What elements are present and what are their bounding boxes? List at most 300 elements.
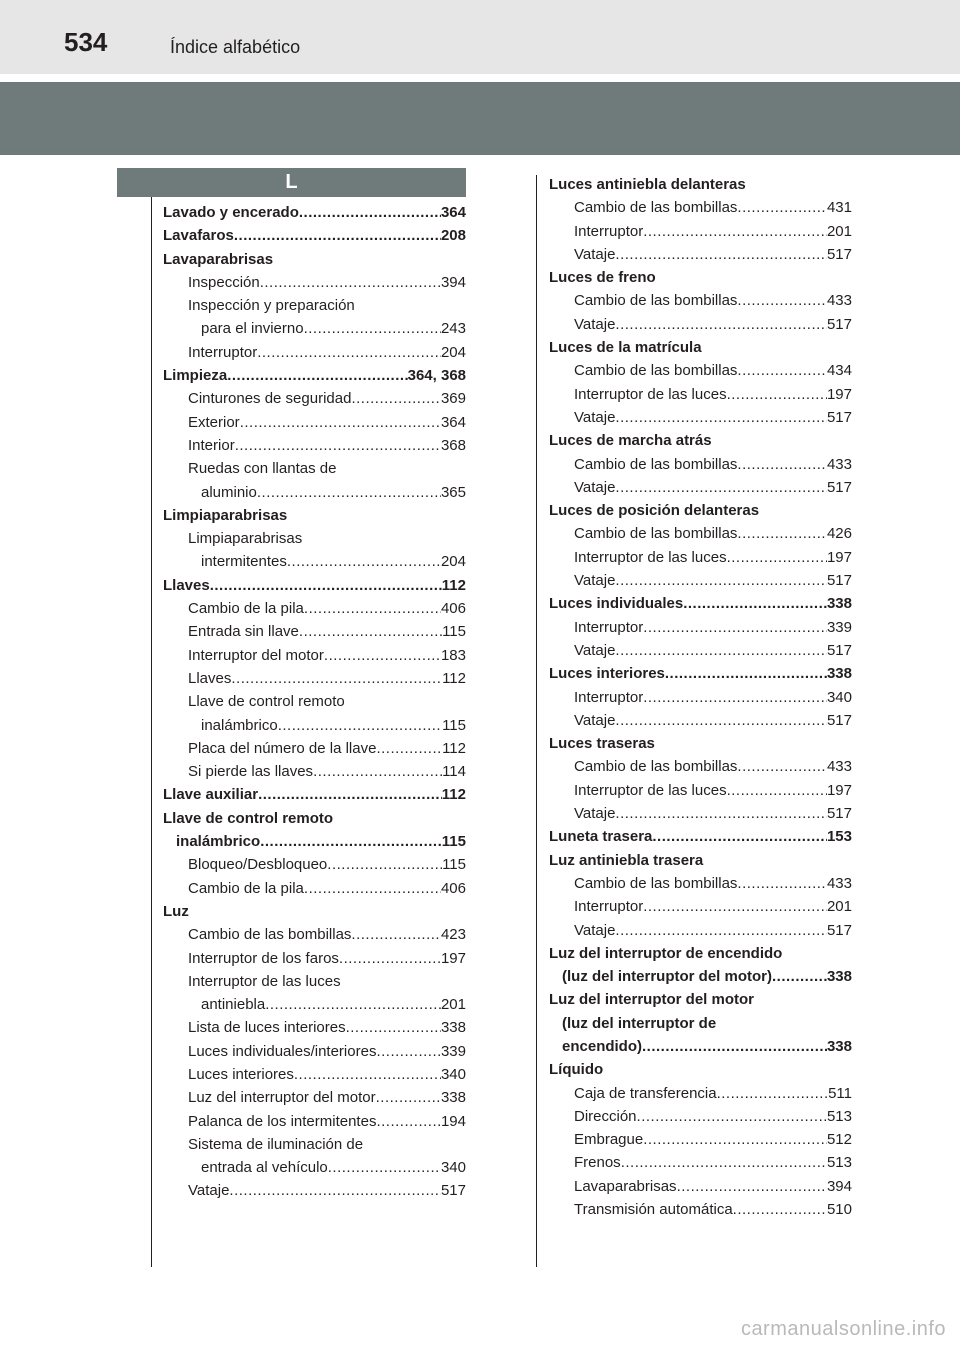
index-entry-text: Entrada sin llave xyxy=(188,623,299,641)
index-entry xyxy=(549,1128,852,1151)
index-entry-page: 339 xyxy=(826,618,852,636)
index-entry-page: 433 xyxy=(826,455,852,473)
index-entry-text: Caja de transferencia xyxy=(574,1084,717,1102)
index-entry-page: 517 xyxy=(440,1182,466,1200)
index-entry xyxy=(549,1035,852,1058)
index-entry-text: inalámbrico xyxy=(176,833,261,851)
dot-leader xyxy=(235,434,441,457)
index-entry-text: Llaves xyxy=(188,669,232,687)
index-entry-page: 112 xyxy=(441,576,466,594)
index-entry-text: entrada al vehículo xyxy=(201,1159,328,1177)
dot-leader xyxy=(615,313,827,336)
dot-leader xyxy=(727,779,827,802)
index-entry-text: Luz del interruptor del motor xyxy=(549,991,754,1009)
dot-leader xyxy=(231,667,442,690)
index-entry-text: Cambio de las bombillas xyxy=(188,926,352,944)
index-entry xyxy=(163,830,466,853)
dot-leader xyxy=(642,1035,827,1058)
index-entry xyxy=(549,313,852,336)
index-entry xyxy=(549,616,852,639)
index-entry xyxy=(549,1058,852,1081)
index-entry-page: 115 xyxy=(442,716,466,734)
index-entry-text: Vataje xyxy=(188,1182,230,1200)
index-entry-text: Vataje xyxy=(574,245,616,263)
index-entry-page: 183 xyxy=(440,646,466,664)
index-entry-text: Lista de luces interiores xyxy=(188,1019,346,1037)
index-entry xyxy=(549,1175,852,1198)
index-entry xyxy=(163,667,466,690)
index-entry xyxy=(549,988,852,1011)
index-entry-page: 394 xyxy=(440,273,466,291)
index-entry xyxy=(549,1198,852,1221)
index-entry-text: Vataje xyxy=(574,572,616,590)
index-entry-text: Luces de posición delanteras xyxy=(549,502,760,520)
index-entry-text: Palanca de los intermitentes xyxy=(188,1112,377,1130)
dot-leader xyxy=(229,1179,441,1202)
index-entry xyxy=(163,248,466,271)
index-entry xyxy=(549,895,852,918)
index-entry xyxy=(163,923,466,946)
index-entry-text: Cambio de las bombillas xyxy=(574,455,738,473)
index-entry-text: Luces individuales/interiores xyxy=(188,1042,377,1060)
index-entry-text: Vataje xyxy=(574,805,616,823)
dot-leader xyxy=(717,1082,828,1105)
index-entry-page: 406 xyxy=(440,879,466,897)
dot-leader xyxy=(615,919,827,942)
header-banner xyxy=(0,82,960,155)
index-entry xyxy=(549,499,852,522)
index-column-right xyxy=(549,173,852,1221)
index-entry-page: 194 xyxy=(440,1112,466,1130)
index-entry-page: 426 xyxy=(826,525,852,543)
index-entry-text: Líquido xyxy=(549,1061,604,1079)
index-entry-text: Interruptor del motor xyxy=(188,646,324,664)
index-entry-page: 517 xyxy=(826,315,852,333)
index-entry xyxy=(549,1151,852,1174)
dot-leader xyxy=(665,662,827,685)
index-entry xyxy=(549,755,852,778)
index-entry-text: Vataje xyxy=(574,408,616,426)
dot-leader xyxy=(621,1151,827,1174)
index-entry-text: Transmisión automática xyxy=(574,1201,733,1219)
index-entry-text: encendido) xyxy=(562,1037,643,1055)
index-entry-text: Interruptor de las luces xyxy=(574,385,727,403)
index-entry-text: Lavaparabrisas xyxy=(574,1177,677,1195)
index-entry-text: Luces interiores xyxy=(188,1065,294,1083)
index-entry xyxy=(163,970,466,993)
index-entry-page: 197 xyxy=(440,949,466,967)
index-entry-text: aluminio xyxy=(201,483,257,501)
index-entry-page: 338 xyxy=(826,595,852,613)
dot-leader xyxy=(324,644,441,667)
index-entry xyxy=(163,737,466,760)
index-entry-text: (luz del interruptor de xyxy=(562,1014,717,1032)
index-entry xyxy=(549,965,852,988)
dot-leader xyxy=(643,616,827,639)
index-entry xyxy=(549,1012,852,1035)
dot-leader xyxy=(376,1040,441,1063)
index-entry xyxy=(549,336,852,359)
index-entry-text: Exterior xyxy=(188,413,240,431)
index-entry xyxy=(549,592,852,615)
index-entry-page: 368 xyxy=(440,436,466,454)
page-header xyxy=(0,0,960,74)
dot-leader xyxy=(677,1175,827,1198)
dot-leader xyxy=(615,476,827,499)
index-entry-page: 208 xyxy=(440,227,466,245)
index-entry xyxy=(163,877,466,900)
index-entry-page: 197 xyxy=(826,548,852,566)
index-entry-text: Interruptor xyxy=(188,343,258,361)
index-entry-text: Interior xyxy=(188,436,235,454)
index-entry-page: 510 xyxy=(826,1201,852,1219)
index-entry xyxy=(163,714,466,737)
dot-leader xyxy=(615,709,827,732)
dot-leader xyxy=(294,1063,441,1086)
index-entry xyxy=(163,1156,466,1179)
dot-leader xyxy=(615,639,827,662)
dot-leader xyxy=(346,1016,441,1039)
index-entry-page: 423 xyxy=(440,926,466,944)
index-entry xyxy=(163,853,466,876)
index-entry-text: Vataje xyxy=(574,921,616,939)
index-entry-text: Lavaparabrisas xyxy=(163,250,274,268)
index-entry xyxy=(163,1086,466,1109)
index-entry-page: 517 xyxy=(826,408,852,426)
index-entry-text: Vataje xyxy=(574,315,616,333)
dot-leader xyxy=(257,341,441,364)
index-entry xyxy=(549,686,852,709)
index-entry-page: 153 xyxy=(826,828,852,846)
index-entry-page: 364 xyxy=(440,413,466,431)
index-entry-text: Cambio de las bombillas xyxy=(574,525,738,543)
dot-leader xyxy=(727,546,827,569)
index-entry xyxy=(549,406,852,429)
dot-leader xyxy=(615,569,827,592)
index-entry-text: Llave auxiliar xyxy=(163,786,259,804)
index-entry-text: Interruptor xyxy=(574,688,644,706)
dot-leader xyxy=(351,923,441,946)
index-entry-page: 201 xyxy=(826,222,852,240)
dot-leader xyxy=(615,802,827,825)
index-entry xyxy=(549,173,852,196)
index-entry xyxy=(163,224,466,247)
dot-leader xyxy=(737,872,827,895)
index-entry-page: 338 xyxy=(440,1019,466,1037)
index-entry-text: Luces antiniebla delanteras xyxy=(549,176,746,193)
index-entry-page: 197 xyxy=(826,781,852,799)
index-entry-text: antiniebla xyxy=(201,996,266,1014)
index-entry xyxy=(163,364,466,387)
dot-leader xyxy=(376,1086,441,1109)
index-entry-page: 340 xyxy=(826,688,852,706)
index-entry xyxy=(163,387,466,410)
index-entry-page: 433 xyxy=(826,874,852,892)
index-entry xyxy=(163,783,466,806)
index-entry xyxy=(549,1082,852,1105)
index-entry-text: Interruptor xyxy=(574,898,644,916)
index-entry-page: 517 xyxy=(826,641,852,659)
index-entry-text: Cambio de las bombillas xyxy=(574,199,738,217)
index-entry-text: Vataje xyxy=(574,641,616,659)
dot-leader xyxy=(265,993,441,1016)
index-entry-text: Llaves xyxy=(163,576,210,594)
index-entry-text: Luneta trasera xyxy=(549,828,653,846)
dot-leader xyxy=(299,620,442,643)
index-entry-text: Luces de la matrícula xyxy=(549,339,702,357)
index-entry xyxy=(549,802,852,825)
index-entry-text: Luces de freno xyxy=(549,269,656,287)
index-entry xyxy=(163,457,466,480)
index-entry xyxy=(163,294,466,317)
index-entry-text: Luz xyxy=(163,902,189,920)
section-title: Índice alfabético xyxy=(170,37,301,57)
index-entry-page: 433 xyxy=(826,758,852,776)
index-entry-page: 201 xyxy=(826,898,852,916)
dot-leader xyxy=(737,755,827,778)
index-entry-text: Luces individuales xyxy=(549,595,684,613)
dot-leader xyxy=(260,271,441,294)
index-entry xyxy=(163,644,466,667)
index-entry-text: Llave de control remoto xyxy=(163,809,334,827)
index-entry-text: Cambio de la pila xyxy=(188,879,304,897)
index-entry xyxy=(163,550,466,573)
dot-leader xyxy=(637,1105,827,1128)
dot-leader xyxy=(339,947,441,970)
dot-leader xyxy=(260,830,442,853)
dot-leader xyxy=(643,686,827,709)
column-divider-left xyxy=(151,197,152,1267)
dot-leader xyxy=(643,1128,827,1151)
dot-leader xyxy=(327,853,442,876)
index-entry xyxy=(163,574,466,597)
index-entry xyxy=(549,919,852,942)
dot-leader xyxy=(234,224,441,247)
page-number: 534 xyxy=(64,27,108,57)
index-entry xyxy=(549,709,852,732)
index-entry-page: 115 xyxy=(441,833,466,851)
dot-leader xyxy=(727,383,827,406)
index-entry-text: Interruptor de las luces xyxy=(574,781,727,799)
index-entry-page: 431 xyxy=(826,199,852,217)
index-entry-text: Interruptor de las luces xyxy=(574,548,727,566)
index-entry xyxy=(163,807,466,830)
index-entry-page: 517 xyxy=(826,572,852,590)
dot-leader xyxy=(257,481,441,504)
index-entry xyxy=(549,220,852,243)
index-entry-text: Embrague xyxy=(574,1131,644,1149)
index-entry-text: Interruptor xyxy=(574,618,644,636)
index-entry-text: Limpiaparabrisas xyxy=(163,506,288,524)
dot-leader xyxy=(737,453,827,476)
index-entry-page: 517 xyxy=(826,711,852,729)
index-entry xyxy=(163,900,466,923)
index-entry xyxy=(163,504,466,527)
index-entry xyxy=(163,434,466,457)
index-entry-text: Si pierde las llaves xyxy=(188,763,314,781)
index-entry xyxy=(163,947,466,970)
index-entry xyxy=(549,639,852,662)
dot-leader xyxy=(278,714,442,737)
index-entry-page: 517 xyxy=(826,921,852,939)
index-entry xyxy=(163,411,466,434)
index-entry-text: Luz del interruptor del motor xyxy=(188,1089,376,1107)
index-entry-page: 517 xyxy=(826,245,852,263)
index-entry-page: 433 xyxy=(826,292,852,310)
index-entry-page: 338 xyxy=(826,665,852,683)
index-entry xyxy=(549,1105,852,1128)
index-entry-page: 394 xyxy=(826,1177,852,1195)
index-column-left xyxy=(163,201,466,1203)
index-entry-text: Cambio de las bombillas xyxy=(574,292,738,310)
index-entry-text: Luces interiores xyxy=(549,665,665,683)
index-entry xyxy=(163,201,466,224)
index-entry-text: Cambio de las bombillas xyxy=(574,874,738,892)
index-entry-page: 340 xyxy=(440,1159,466,1177)
index-entry xyxy=(163,597,466,620)
index-entry xyxy=(549,849,852,872)
index-entry xyxy=(549,359,852,382)
index-entry-page: 517 xyxy=(826,478,852,496)
index-entry-text: Cambio de las bombillas xyxy=(574,758,738,776)
dot-leader xyxy=(615,406,827,429)
index-entry xyxy=(163,1016,466,1039)
index-entry-page: 197 xyxy=(826,385,852,403)
index-entry-text: Sistema de iluminación de xyxy=(188,1135,364,1153)
index-letter-heading: L xyxy=(117,168,466,197)
index-entry-text: Cambio de las bombillas xyxy=(574,362,738,380)
index-entry xyxy=(549,825,852,848)
index-entry-page: 115 xyxy=(442,623,466,641)
index-entry-text: Luz del interruptor de encendido xyxy=(549,944,783,962)
index-entry xyxy=(549,942,852,965)
dot-leader xyxy=(737,522,827,545)
dot-leader xyxy=(737,289,827,312)
index-entry-page: 511 xyxy=(828,1084,852,1102)
dot-leader xyxy=(304,877,441,900)
dot-leader xyxy=(328,1156,441,1179)
index-entry-text: Limpiaparabrisas xyxy=(188,530,303,548)
dot-leader xyxy=(643,895,827,918)
dot-leader xyxy=(376,1110,441,1133)
dot-leader xyxy=(240,411,441,434)
index-entry-text: Limpieza xyxy=(163,367,228,385)
index-entry-text: para el invierno xyxy=(201,320,304,338)
index-entry xyxy=(549,476,852,499)
index-entry-page: 364 xyxy=(440,204,466,221)
index-entry-page: 201 xyxy=(440,996,466,1014)
dot-leader xyxy=(737,196,827,219)
dot-leader xyxy=(615,243,827,266)
index-entry-text: Luces traseras xyxy=(549,735,655,753)
index-entry xyxy=(163,1133,466,1156)
dot-leader xyxy=(733,1198,827,1221)
index-entry-text: Interruptor de los faros xyxy=(188,949,339,967)
index-entry-page: 406 xyxy=(440,600,466,618)
index-entry-page: 434 xyxy=(826,362,852,380)
dot-leader xyxy=(210,574,442,597)
index-entry-page: 338 xyxy=(826,1037,852,1055)
index-entry-page: 112 xyxy=(442,669,466,687)
index-entry-page: 112 xyxy=(442,739,466,757)
index-entry-text: Cambio de la pila xyxy=(188,600,304,618)
index-entry-page: 369 xyxy=(440,390,466,408)
index-entry xyxy=(163,993,466,1016)
index-entry-text: Cinturones de seguridad xyxy=(188,390,352,408)
index-entry xyxy=(549,872,852,895)
index-entry xyxy=(549,779,852,802)
index-entry xyxy=(549,196,852,219)
index-entry xyxy=(549,266,852,289)
index-entry-text: Vataje xyxy=(574,478,616,496)
index-entry xyxy=(163,760,466,783)
index-entry xyxy=(163,271,466,294)
watermark: carmanualsonline.info xyxy=(740,1318,946,1340)
index-entry xyxy=(163,527,466,550)
index-entry-page: 114 xyxy=(442,763,466,781)
index-entry-page: 338 xyxy=(440,1089,466,1107)
index-entry-text: Dirección xyxy=(574,1107,637,1125)
index-entry-page: 204 xyxy=(440,343,466,361)
index-entry-text: Luces de marcha atrás xyxy=(549,432,712,450)
index-entry-page: 243 xyxy=(440,320,466,338)
dot-leader xyxy=(299,201,441,224)
index-entry xyxy=(163,1040,466,1063)
index-entry-text: Lavado y encerado xyxy=(163,204,299,221)
index-entry-page: 338 xyxy=(826,968,852,986)
index-entry xyxy=(549,732,852,755)
index-entry xyxy=(163,1179,466,1202)
index-entry xyxy=(549,383,852,406)
index-entry xyxy=(549,546,852,569)
index-entry-page: 339 xyxy=(440,1042,466,1060)
index-entry xyxy=(549,243,852,266)
dot-leader xyxy=(376,737,442,760)
index-entry-page: 112 xyxy=(441,786,466,804)
column-divider-middle xyxy=(536,175,537,1267)
index-entry-text: Bloqueo/Desbloqueo xyxy=(188,856,328,874)
index-entry xyxy=(163,317,466,340)
index-entry-page: 513 xyxy=(826,1107,852,1125)
dot-leader xyxy=(227,364,407,387)
index-entry-text: Frenos xyxy=(574,1154,621,1172)
index-entry-page: 513 xyxy=(826,1154,852,1172)
index-entry-text: Ruedas con llantas de xyxy=(188,460,337,478)
index-entry-page: 512 xyxy=(826,1131,852,1149)
index-entry xyxy=(549,289,852,312)
dot-leader xyxy=(351,387,441,410)
index-entry-page: 517 xyxy=(826,805,852,823)
index-entry-text: Luz antiniebla trasera xyxy=(549,851,704,869)
index-entry-text: inalámbrico xyxy=(201,716,278,734)
dot-leader xyxy=(643,220,827,243)
index-entry-text: Lavafaros xyxy=(163,227,234,245)
dot-leader xyxy=(772,965,827,988)
index-entry xyxy=(163,481,466,504)
index-entry-text: intermitentes xyxy=(201,553,287,571)
index-entry xyxy=(163,620,466,643)
index-entry-page: 364, 368 xyxy=(407,367,466,385)
dot-leader xyxy=(258,783,442,806)
index-entry-page: 115 xyxy=(442,856,466,874)
dot-leader xyxy=(304,317,441,340)
index-entry xyxy=(163,1110,466,1133)
dot-leader xyxy=(683,592,827,615)
index-entry-text: Llave de control remoto xyxy=(188,693,345,711)
index-entry-text: Interruptor xyxy=(574,222,644,240)
dot-leader xyxy=(304,597,441,620)
dot-leader xyxy=(737,359,827,382)
